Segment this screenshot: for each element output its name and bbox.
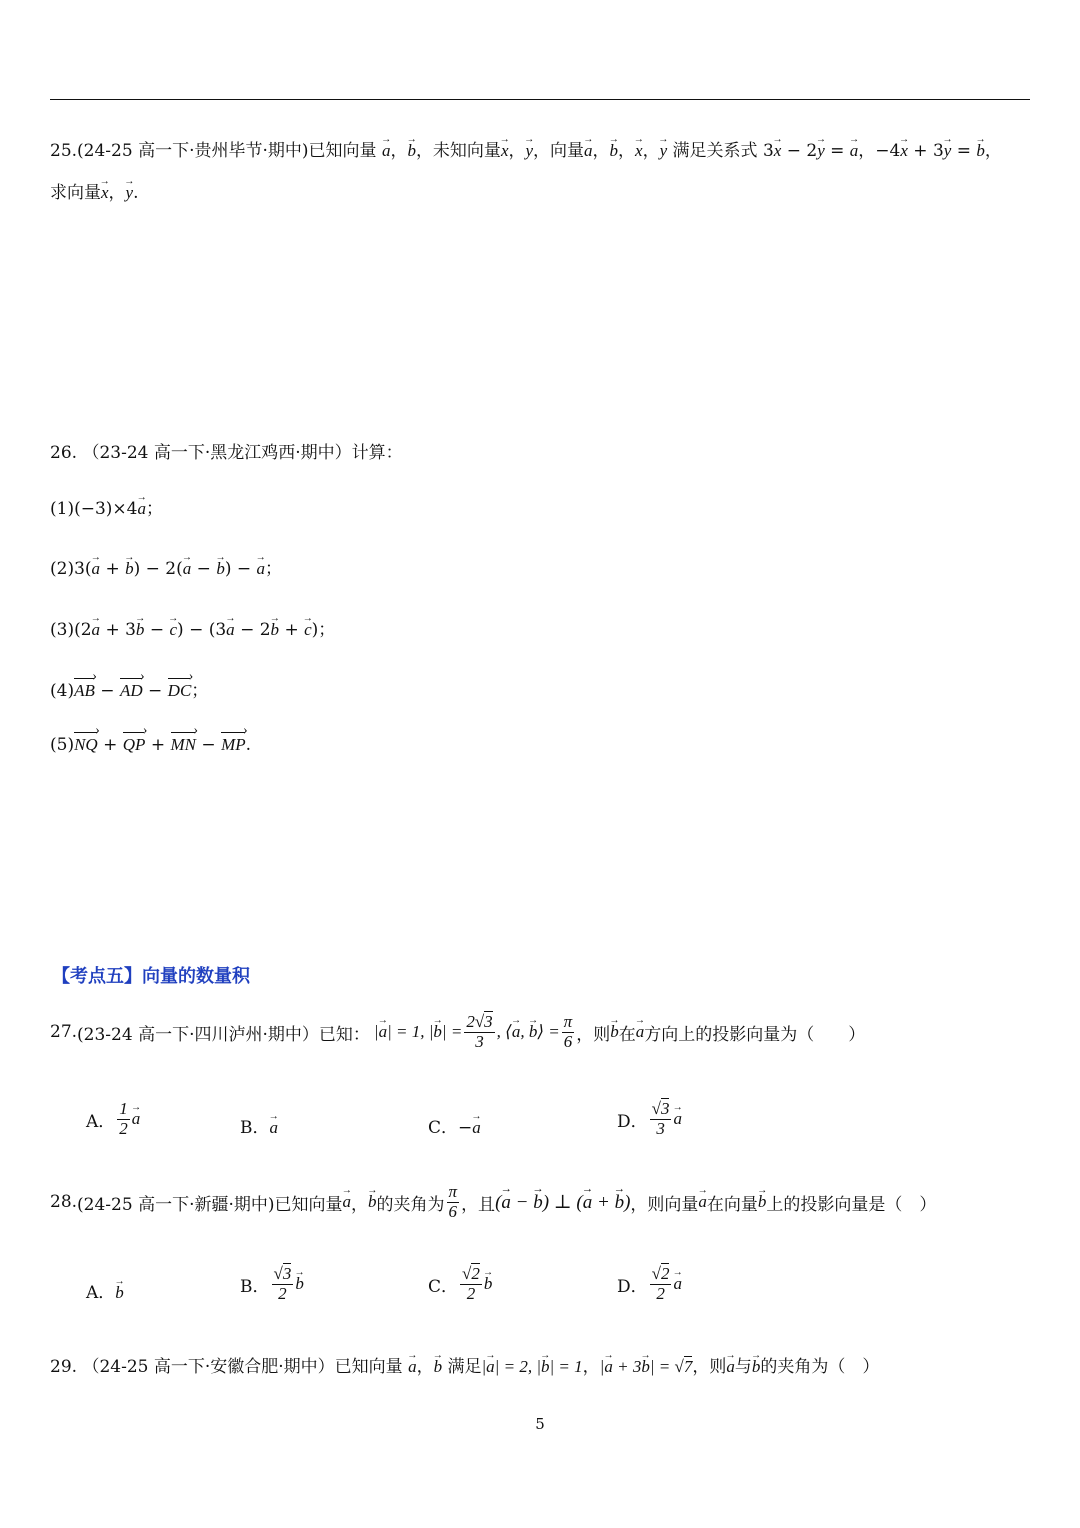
question-number: 25. xyxy=(50,141,78,161)
question-source: （24-25 高一下·安徽合肥·期中） xyxy=(82,1357,335,1377)
q27-option-d[interactable]: D． √ $\frac{3}{3}$ a → xyxy=(617,1100,682,1138)
q26-item-2: (2)3(a → + b →) − 2(a → − b →) − a →； xyxy=(50,554,282,579)
q26-item-3: (3)(2a → + 3b → − c →) − (3a → − 2b → + c →)； xyxy=(50,615,335,640)
question-number: 28. xyxy=(50,1192,78,1213)
section-heading: 【考点五】向量的数量积 xyxy=(52,966,250,987)
q28-option-a[interactable]: A．b → xyxy=(86,1278,124,1303)
q28-option-b[interactable]: B． √ $\frac{3}{2}$ b → xyxy=(240,1265,304,1303)
question-source: （23-24 高一下·黑龙江鸡西·期中）计算： xyxy=(82,443,403,463)
question-number: 26. xyxy=(50,443,78,463)
question-number: 29. xyxy=(50,1357,78,1377)
equation-1: 3x → − 2y → = a → xyxy=(763,141,858,161)
question-number: 27. xyxy=(50,1022,78,1043)
question-26-header xyxy=(50,438,403,463)
header-rule xyxy=(50,99,1030,100)
question-28: 28. (24-25 高一下·新疆·期中) 已知向量 a → ， b → 的夹角为 $\frac{\pi}{6}$ ，且 (a → − b →) ⊥ (a → + b →) ，则向量 a → 在向量 b → 上的投影向量是（ ） xyxy=(50,1183,936,1221)
q27-option-b[interactable]: B．a → xyxy=(240,1113,278,1138)
q28-option-c[interactable]: C． √ $\frac{2}{2}$ b → xyxy=(428,1265,492,1303)
question-25-line1: 25.(24-25 高一下·贵州毕节·期中)已知向量 a →，b →，未知向量x →，y →，向量a →，b →，x →，y → 满足关系式 3x → − 2y → = a →，−4x → + 3y → = b →， xyxy=(50,136,1002,161)
equation-2: −4x → + 3y → = b → xyxy=(875,141,985,161)
q26-item-4: (4)AB › − AD › − DC ›； xyxy=(50,676,208,701)
q26-item-1: (1)(−3)×4a →； xyxy=(50,494,163,519)
page-number: 5 xyxy=(535,1415,545,1433)
question-source: (24-25 高一下·新疆·期中) xyxy=(77,1194,275,1215)
q26-item-5: (5)NQ › + QP › + MN › − MP ›. xyxy=(50,733,251,755)
q27-option-a[interactable]: A． $\frac{1}{2}$ a → xyxy=(86,1100,140,1138)
question-27: 27. (23-24 高一下·四川泸州·期中）已知： |a →| = 1, |b →| = $\frac{2√ 3}{3}$ , ⟨a →, b →⟩ = $\frac{\pi}{6}$ ，则 b → 在 a → 方向上的投影向量为（ ） xyxy=(50,1013,865,1051)
question-29: 29. （24-25 高一下·安徽合肥·期中）已知向量 a →，b → 满足|a →| = 2, |b →| = 1，|a → + 3b →| = √ 7，则a →与b →的夹角为（ ） xyxy=(50,1352,879,1377)
q27-option-c[interactable]: C．−a → xyxy=(428,1113,481,1138)
question-25-line2: 求向量x →，y →. xyxy=(50,178,139,203)
q28-option-d[interactable]: D． √ $\frac{2}{2}$ a → xyxy=(617,1265,682,1303)
question-source: (23-24 高一下·四川泸州·期中）已知： xyxy=(77,1024,370,1045)
question-source: (24-25 高一下·贵州毕节·期中) xyxy=(77,141,309,161)
